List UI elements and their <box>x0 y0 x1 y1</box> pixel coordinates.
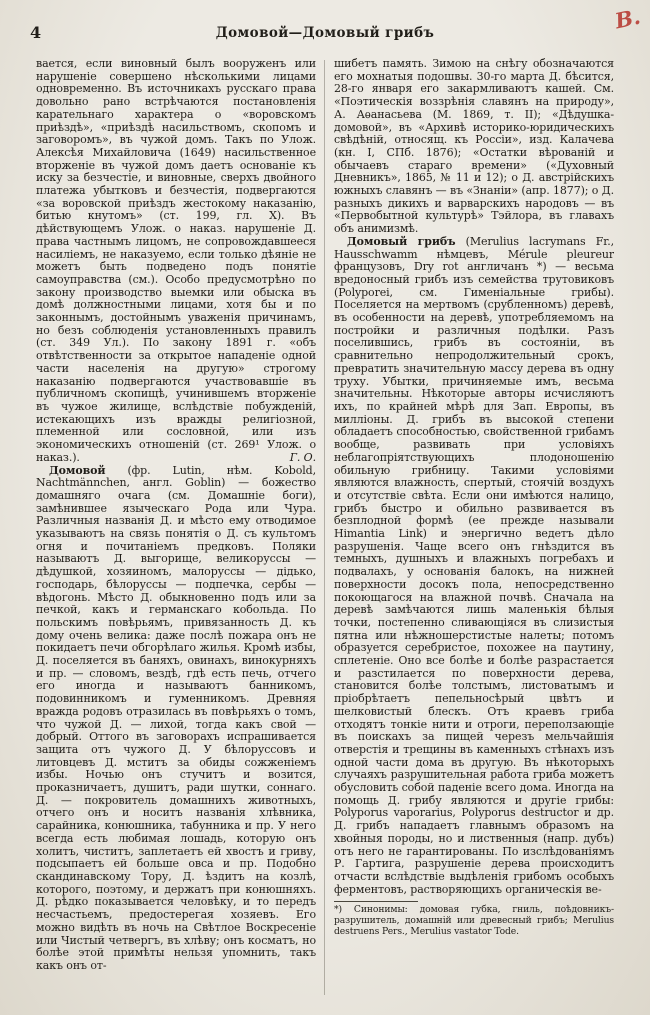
page-header <box>30 3 643 46</box>
entry-headword: Домовой <box>49 463 106 477</box>
paragraph: шибетъ память. Зимою на снѣгу обозначаются его мохнатыя подошвы. 30-го марта Д. бѣсится, 28-го января его закармливаютъ кашей. См. «Поэтическія воззрѣнія славянъ на природу», А. Аѳанасьева (М. 1869, т. II); «Дѣдушка-домовой», въ «Архивѣ историко-юридическихъ свѣдѣній, относящ. къ Россіи», изд. Калачева (кн. I, СПб. 1876); «Остатки вѣрованій и обычаевъ стараго времени» («Духовный Дневникъ», 1865, № 11 и 12); о Д. австрійскихъ южныхъ славянъ — въ «Знаніи» (апр. 1877); о Д. разныхъ дикихъ и варварскихъ народовъ — въ «Первобытной культурѣ» Тэйлора, въ главахъ объ анимизмѣ. <box>334 58 614 236</box>
paragraph: Домовой (фр. Lutin, нѣм. Kobold, Nachtmännchen, англ. Goblin) — божество домашняго очага (см. Домашніе боги), замѣнившее языческаго Рода или Чура. Различныя названія Д. и мѣсто ему отводимое указываютъ на связь понятія о Д. съ культомъ огня и почитаніемъ предковъ. Поляки называютъ Д. выгорище, великоруссы — дѣдушкой, хозяиномъ, малоруссы — дідько, господарь, бѣлоруссы — подпечка, сербы — вѣдогонь. Мѣсто Д. обыкновенно подъ или за печкой, какъ и германскаго кобольда. По польскимъ повѣрьямъ, привязанность Д. къ дому очень велика: даже послѣ пожара онъ не покидаетъ печи обгорѣлаго жилья. Кромѣ избы, Д. поселяется въ баняхъ, овинахъ, винокурняхъ и пр. — словомъ, вездѣ, гдѣ есть печь, отчего его иногда и называютъ банникомъ, подовинникомъ и гуменникомъ. Древняя вражда родовъ отразилась въ повѣрьяхъ о томъ, что чужой Д. — лихой, тогда какъ свой — добрый. Оттого въ заговорахъ испрашивается защита отъ чужого Д. У бѣлоруссовъ и литовцевъ Д. мститъ за обиды сожженіемъ избы. Ночью онъ стучитъ и возится, проказничаетъ, душитъ, ради шутки, соннаго. Д. — покровитель домашнихъ животныхъ, отчего онъ и носитъ названія хлѣвника, сарайника, конюшника, табунника и пр. У него всегда есть любимая лошадь, которую онъ холитъ, чиститъ, заплетаетъ ей хвостъ и гриву, подсыпаетъ ей больше овса и пр. Подобно скандинавскому Тору, Д. ѣздитъ на козлѣ, которого, поэтому, и держатъ при конюшняхъ. Д. рѣдко показывается человѣку, и то передъ несчастьемъ, предостерегая хозяевъ. Его можно видѣть въ ночь на Свѣтлое Воскресеніе или Чистый четвергъ, въ хлѣву; онъ косматъ, но болѣе этой примѣты нельзя упомнить, такъ какъ онъ от- <box>36 463 316 972</box>
paragraph: Домовый грибъ (Merulius lacrymans Fr., Hausschwamm нѣмцевъ, Mérule pleureur французовъ, Dry rot англичанъ *) — весьма вредоносный грибъ изъ семейства трутовиковъ (Polyporei, см. Гименіальные грибы). Поселяется на мертвомъ (срубленномъ) деревѣ, въ особенности на деревѣ, употребляемомъ на постройки и различныя подѣлки. Разъ поселившись, грибъ въ состояніи, въ сравнительно непродолжительный срокъ, превратить значительную массу дерева въ одну труху. Убытки, причиняемые имъ, весьма значительны. Нѣкоторые авторы исчисляютъ ихъ, по крайней мѣрѣ для Зап. Европы, въ милліоны. Д. грибъ въ высокой степени обладаетъ способностью, свойственной грибамъ вообще, развивать при условіяхъ неблагопріятствующихъ плодоношенію обильную грибницу. Такими условіями являются влажность, спертый, стоячій воздухъ и отсутствіе свѣта. Если они имѣются налицо, грибъ быстро и обильно развивается въ безплодной формѣ (ее прежде называли Himantia Link) и энергично ведетъ дѣло разрушенія. Чаще всего онъ гнѣздится въ темныхъ, душныхъ и влажныхъ погребахъ и подвалахъ, у основанія балокъ, на нижней поверхности досокъ пола, непосредственно покоющагося на влажной почвѣ. Сначала на деревѣ замѣчаются лишь маленькія бѣлыя точки, постепенно сливающіяся въ слизистыя пятна или нѣжношерстистые налеты; потомъ образуется серебристое, похожее на паутину, сплетеніе. Оно все болѣе и болѣе разрастается и разстилается по поверхности дерева, становится болѣе толстымъ, листоватымъ и пріобрѣтаетъ пепельносѣрый цвѣтъ и шелковистый блескъ. Отъ краевъ гриба отходятъ тонкіе нити и отроги, переползающіе въ поискахъ за пищей черезъ мельчайшія отверстія и трещины въ каменныхъ стѣнахъ изъ одной части дома въ другую. Въ нѣкоторыхъ случаяхъ разрушительная работа гриба можетъ обусловить собой паденіе всего дома. Иногда на помощь Д. грибу являются и другіе грибы: Polyporus vaporarius, Polyporus destructor и др. Д. грибъ нападаетъ главнымъ образомъ на хвойныя породы, но и лиственныя (напр. дубъ) отъ него не гарантированы. По изслѣдованіямъ Р. Гартига, разрушеніе дерева происходитъ отчасти вслѣдствіе выдѣленія грибомъ особыхъ ферментовъ, растворяющихъ органическія ве- <box>334 234 614 896</box>
handwritten-mark: В. <box>612 3 643 34</box>
running-title: Домовой—Домовый грибъ <box>215 25 435 41</box>
footnote: *) Синонимы: домовая губка, гниль, поѣдовникъ-разрушитель, домашній или древесный грибъ; Merulius destruens Pers., Merulius vastator Tode. <box>334 904 614 937</box>
paragraph: вается, если виновный былъ вооруженъ или нарушеніе совершено нѣсколькими лицами одновременно. Въ источникахъ русскаго права довольно рано встрѣчаются постановленія карательнаго характера о «воровскомъ приѣздѣ», «приѣздѣ насильствомъ, скопомъ и заговоромъ», въ чужой домъ. Такъ по Улож. Алексѣя Михайловича (1649) насильственное вторженіе въ чужой домъ даетъ основаніе къ иску за безчестіе, и виновные, сверхъ двойного платежа убытковъ и безчестія, подвергаются «за воровской приѣздъ жестокому наказанію, битью кнутомъ» (ст. 199, гл. X). Въ дѣйствующемъ Улож. о наказ. нарушеніе Д. права частнымъ лицомъ, не сопровождавшееся насиліемъ, не наказуемо, если только дѣяніе не можетъ быть подведено подъ понятіе самоуправства (см.). Особо предусмотрѣно по закону производство выемки или обыска въ домѣ должностными лицами, хотя бы и по законнымъ, достойнымъ уваженія причинамъ, но безъ соблюденія установленныхъ правилъ (ст. 349 Ул.). По закону 1891 г. «объ отвѣтственности за открытое нападеніе одной части населенія на другую» строгому наказанію подвергаются участвовавшіе въ публичномъ скопищѣ, учинившемъ вторженіе въ чужое жилище, вслѣдствіе побужденій, истекающихъ изъ вражды религіозной, племенной или сословной, или изъ экономическихъ отношеній (ст. 269¹ Улож. о наказ.). Г. О. <box>36 58 316 464</box>
footnote-rule <box>334 901 418 902</box>
author-signature: Г. О. <box>289 450 316 464</box>
entry-headword: Домовый грибъ <box>347 234 456 248</box>
page-number: 4 <box>30 23 42 42</box>
right-column-text <box>334 58 614 896</box>
column-divider <box>324 60 325 995</box>
left-column <box>36 58 316 1009</box>
right-column <box>334 58 614 1009</box>
text-columns <box>36 58 614 1009</box>
